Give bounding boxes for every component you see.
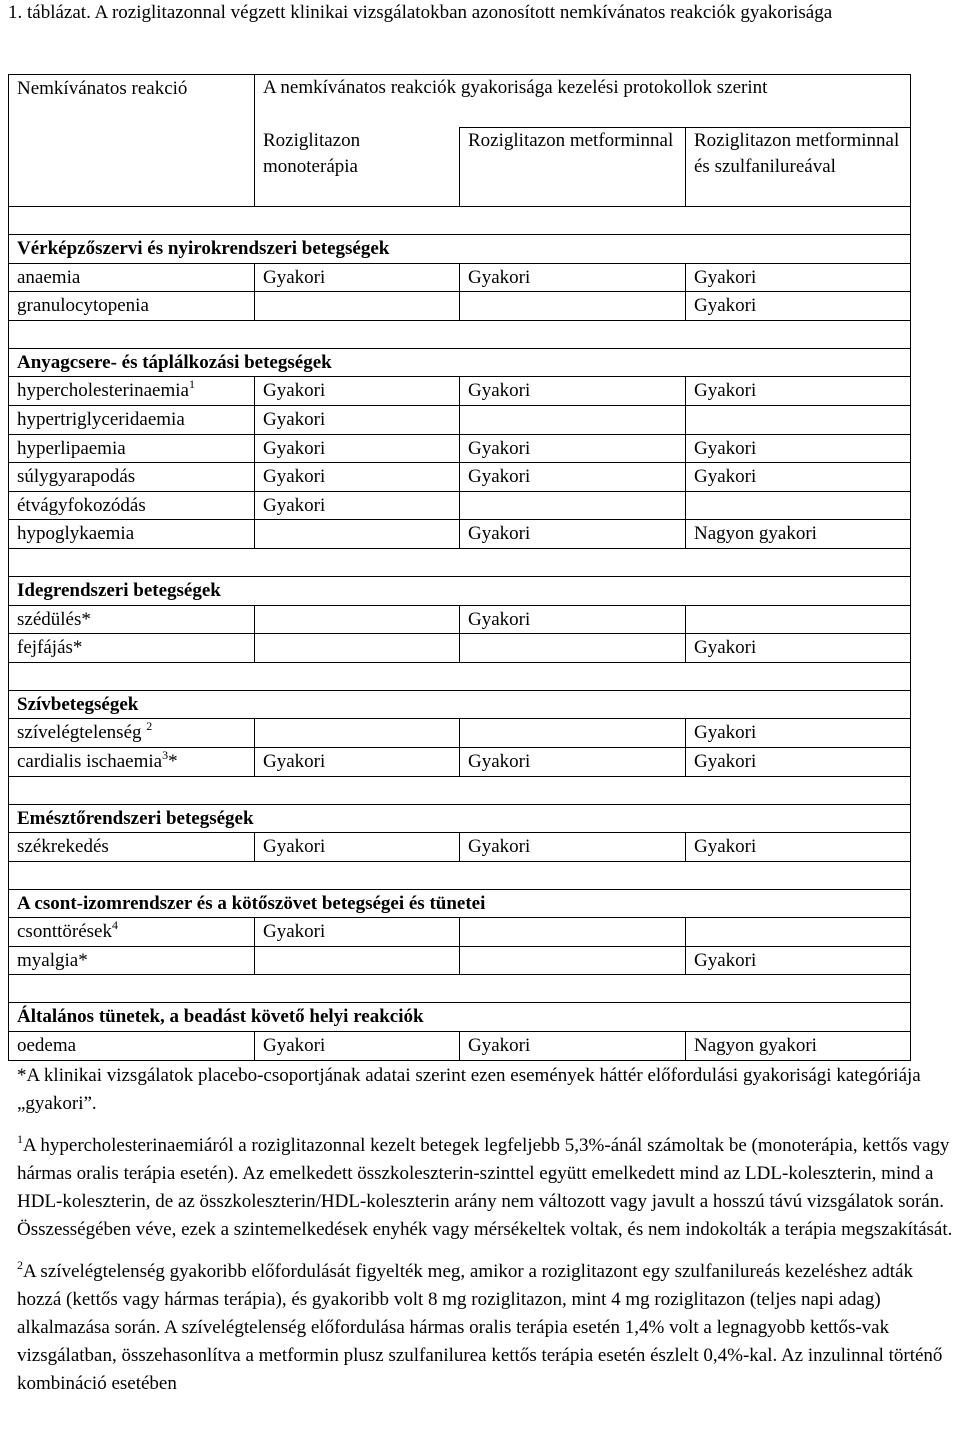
frequency-cell bbox=[460, 918, 686, 947]
frequency-cell bbox=[255, 605, 460, 634]
table-caption: 1. táblázat. A roziglitazonnal végzett klinikai vizsgálatokban azonosított nemkívánatos reakciók gyakorisága bbox=[8, 2, 833, 23]
frequency-cell: Gyakori bbox=[255, 833, 460, 862]
table-row bbox=[9, 263, 911, 292]
section-title: Szívbetegségek bbox=[9, 690, 911, 719]
spacer-cell bbox=[9, 548, 911, 576]
frequency-cell: Nagyon gyakori bbox=[686, 520, 911, 549]
table-row bbox=[9, 946, 911, 975]
footnote-1 bbox=[17, 1132, 957, 1244]
frequency-cell: Gyakori bbox=[255, 405, 460, 434]
frequency-cell: Gyakori bbox=[686, 263, 911, 292]
frequency-cell: Gyakori bbox=[460, 434, 686, 463]
frequency-cell bbox=[255, 946, 460, 975]
footnote-1-mark: 1 bbox=[17, 1132, 23, 1146]
frequency-cell bbox=[460, 634, 686, 663]
section-title: Vérképzőszervi és nyirokrendszeri betegségek bbox=[9, 235, 911, 264]
frequency-cell: Gyakori bbox=[686, 634, 911, 663]
reaction-name: szédülés* bbox=[17, 608, 91, 630]
reaction-name-cell bbox=[9, 292, 255, 321]
reaction-name-cell bbox=[9, 377, 255, 406]
frequency-cell: Gyakori bbox=[460, 605, 686, 634]
frequency-cell: Gyakori bbox=[686, 434, 911, 463]
header-with-metformin: Roziglitazon metforminnal bbox=[460, 128, 686, 207]
section-row bbox=[9, 690, 911, 719]
reaction-name-cell bbox=[9, 520, 255, 549]
table-row bbox=[9, 833, 911, 862]
reaction-footnote-mark: 1 bbox=[188, 377, 195, 392]
reaction-name-cell bbox=[9, 491, 255, 520]
frequency-cell: Gyakori bbox=[460, 263, 686, 292]
table-row bbox=[9, 719, 911, 748]
table-row bbox=[9, 491, 911, 520]
frequency-cell: Gyakori bbox=[460, 747, 686, 776]
spacer-row bbox=[9, 320, 911, 348]
frequency-cell: Gyakori bbox=[686, 833, 911, 862]
frequency-cell bbox=[255, 520, 460, 549]
frequency-cell: Gyakori bbox=[686, 292, 911, 321]
frequency-cell bbox=[686, 605, 911, 634]
adverse-reactions-table bbox=[8, 74, 911, 1061]
reaction-name: hyperlipaemia bbox=[17, 437, 126, 459]
reaction-name-cell bbox=[9, 946, 255, 975]
reaction-name: székrekedés bbox=[17, 836, 109, 858]
section-title: Anyagcsere- és táplálkozási betegségek bbox=[9, 348, 911, 377]
header-with-metformin-sulfonylurea: Roziglitazon metforminnal és szulfanilureával bbox=[686, 128, 911, 207]
spacer-row bbox=[9, 776, 911, 804]
reaction-name: hypertriglyceridaemia bbox=[17, 408, 185, 430]
reaction-name: súlygyarapodás bbox=[17, 466, 136, 488]
frequency-cell: Gyakori bbox=[686, 946, 911, 975]
table-row bbox=[9, 634, 911, 663]
reaction-name-cell bbox=[9, 833, 255, 862]
table-row bbox=[9, 434, 911, 463]
frequency-cell bbox=[686, 491, 911, 520]
reaction-name: myalgia* bbox=[17, 949, 88, 971]
frequency-cell bbox=[460, 719, 686, 748]
reaction-name-cell bbox=[9, 719, 255, 748]
frequency-cell bbox=[460, 946, 686, 975]
section-row bbox=[9, 1003, 911, 1032]
section-title: A csont-izomrendszer és a kötőszövet betegségei és tünetei bbox=[9, 889, 911, 918]
table-row bbox=[9, 918, 911, 947]
reaction-name-cell bbox=[9, 434, 255, 463]
spacer-row bbox=[9, 548, 911, 576]
spacer-cell bbox=[9, 975, 911, 1003]
footnotes bbox=[17, 1062, 957, 1398]
reaction-name: étvágyfokozódás bbox=[17, 494, 146, 516]
footnote-1-text: A hypercholesterinaemiáról a roziglitazonnal kezelt betegek legfeljebb 5,3%-ánál számoltak be (monoterápia, kettős vagy hármas oralis terápia esetén). Az emelkedett összkoleszterin-szinttel együtt emelkedett mind az LDL-koleszterin, mind a HDL-koleszterin, de az összkoleszterin/HDL-koleszterin arány nem változott vagy javult a hosszú távú vizsgálatok során. Összességében véve, ezek a szintemelkedések enyhék vagy mérsékeltek voltak, és nem indokolták a terápia megszakítását. bbox=[17, 1135, 953, 1240]
reaction-suffix: * bbox=[168, 750, 178, 772]
reaction-name: granulocytopenia bbox=[17, 295, 149, 317]
frequency-cell: Gyakori bbox=[460, 1032, 686, 1061]
table-row bbox=[9, 405, 911, 434]
reaction-name: anaemia bbox=[17, 266, 81, 288]
header-reaction: Nemkívánatos reakció bbox=[9, 75, 255, 207]
table-row bbox=[9, 377, 911, 406]
reaction-name-cell bbox=[9, 1032, 255, 1061]
section-row bbox=[9, 576, 911, 605]
footnote-2-text: A szívelégtelenség gyakoribb előfordulását figyelték meg, amikor a roziglitazont egy szulfanilureás kezeléshez adták hozzá (kettős vagy hármas terápia), és gyakoribb volt 8 mg roziglitazon, mint 4 mg roziglitazon (teljes napi adag) alkalmazása során. A szívelégtelenség előfordulása hármas oralis terápia esetén 1,4% volt a legnagyobb kettős-vak vizsgálatban, összehasonlítva a metformin plusz szulfanilurea kettős terápia esetén észlelt 0,4%-kal. Az inzulinnal történő kombináció esetében bbox=[17, 1261, 943, 1394]
frequency-cell: Gyakori bbox=[686, 463, 911, 492]
spacer-cell bbox=[9, 662, 911, 690]
spacer-cell bbox=[9, 776, 911, 804]
reaction-name: oedema bbox=[17, 1035, 77, 1057]
frequency-cell: Gyakori bbox=[255, 1032, 460, 1061]
reaction-name-cell bbox=[9, 747, 255, 776]
frequency-cell bbox=[686, 405, 911, 434]
frequency-cell: Gyakori bbox=[460, 377, 686, 406]
frequency-cell: Gyakori bbox=[686, 747, 911, 776]
frequency-cell: Gyakori bbox=[686, 719, 911, 748]
reaction-name: hypoglykaemia bbox=[17, 523, 135, 545]
section-title: Általános tünetek, a beadást követő helyi reakciók bbox=[9, 1003, 911, 1032]
frequency-cell: Gyakori bbox=[255, 463, 460, 492]
section-title: Emésztőrendszeri betegségek bbox=[9, 804, 911, 833]
reaction-name-cell bbox=[9, 405, 255, 434]
frequency-cell: Gyakori bbox=[460, 520, 686, 549]
header-monotherapy: Roziglitazon monoterápia bbox=[255, 128, 460, 207]
spacer-row bbox=[9, 861, 911, 889]
frequency-cell: Gyakori bbox=[460, 463, 686, 492]
reaction-name-cell bbox=[9, 605, 255, 634]
spacer-cell bbox=[9, 320, 911, 348]
reaction-footnote-mark: 3 bbox=[162, 747, 169, 762]
reaction-name-cell bbox=[9, 918, 255, 947]
reaction-footnote-mark: 2 bbox=[146, 719, 153, 734]
reaction-name: fejfájás* bbox=[17, 637, 83, 659]
frequency-cell bbox=[255, 634, 460, 663]
table-row bbox=[9, 520, 911, 549]
frequency-cell bbox=[686, 918, 911, 947]
table-row bbox=[9, 292, 911, 321]
frequency-cell bbox=[255, 292, 460, 321]
footnote-2 bbox=[17, 1258, 957, 1398]
reaction-name: hypercholesterinaemia bbox=[17, 380, 189, 402]
reaction-name: cardialis ischaemia bbox=[17, 750, 163, 772]
footnote-star: *A klinikai vizsgálatok placebo-csoportjának adatai szerint ezen események háttér előfordulási gyakorisági kategóriája „gyakori”. bbox=[17, 1065, 921, 1114]
frequency-cell: Gyakori bbox=[255, 377, 460, 406]
frequency-cell bbox=[460, 491, 686, 520]
frequency-cell bbox=[255, 719, 460, 748]
frequency-cell: Gyakori bbox=[255, 747, 460, 776]
frequency-cell: Gyakori bbox=[686, 377, 911, 406]
reaction-name-cell bbox=[9, 263, 255, 292]
reaction-name: szívelégtelenség bbox=[17, 722, 147, 744]
frequency-cell: Nagyon gyakori bbox=[686, 1032, 911, 1061]
frequency-cell: Gyakori bbox=[255, 434, 460, 463]
frequency-cell bbox=[460, 292, 686, 321]
spacer-cell bbox=[9, 861, 911, 889]
frequency-cell: Gyakori bbox=[255, 918, 460, 947]
section-row bbox=[9, 804, 911, 833]
table-row bbox=[9, 463, 911, 492]
section-row bbox=[9, 235, 911, 264]
footnote-2-mark: 2 bbox=[17, 1258, 23, 1272]
spacer-row bbox=[9, 975, 911, 1003]
spacer-row bbox=[9, 662, 911, 690]
table-row bbox=[9, 605, 911, 634]
frequency-cell: Gyakori bbox=[460, 833, 686, 862]
table-row bbox=[9, 747, 911, 776]
reaction-name-cell bbox=[9, 463, 255, 492]
section-row bbox=[9, 889, 911, 918]
section-title: Idegrendszeri betegségek bbox=[9, 576, 911, 605]
frequency-cell: Gyakori bbox=[255, 491, 460, 520]
reaction-footnote-mark: 4 bbox=[111, 918, 118, 933]
frequency-cell: Gyakori bbox=[255, 263, 460, 292]
table-body bbox=[9, 75, 911, 1061]
table-row bbox=[9, 1032, 911, 1061]
reaction-name: csonttörések bbox=[17, 921, 112, 943]
section-row bbox=[9, 348, 911, 377]
spacer-cell bbox=[9, 207, 911, 235]
frequency-cell bbox=[460, 405, 686, 434]
spacer-row bbox=[9, 207, 911, 235]
header-frequency-group: A nemkívánatos reakciók gyakorisága kezelési protokollok szerint bbox=[255, 75, 911, 128]
reaction-name-cell bbox=[9, 634, 255, 663]
